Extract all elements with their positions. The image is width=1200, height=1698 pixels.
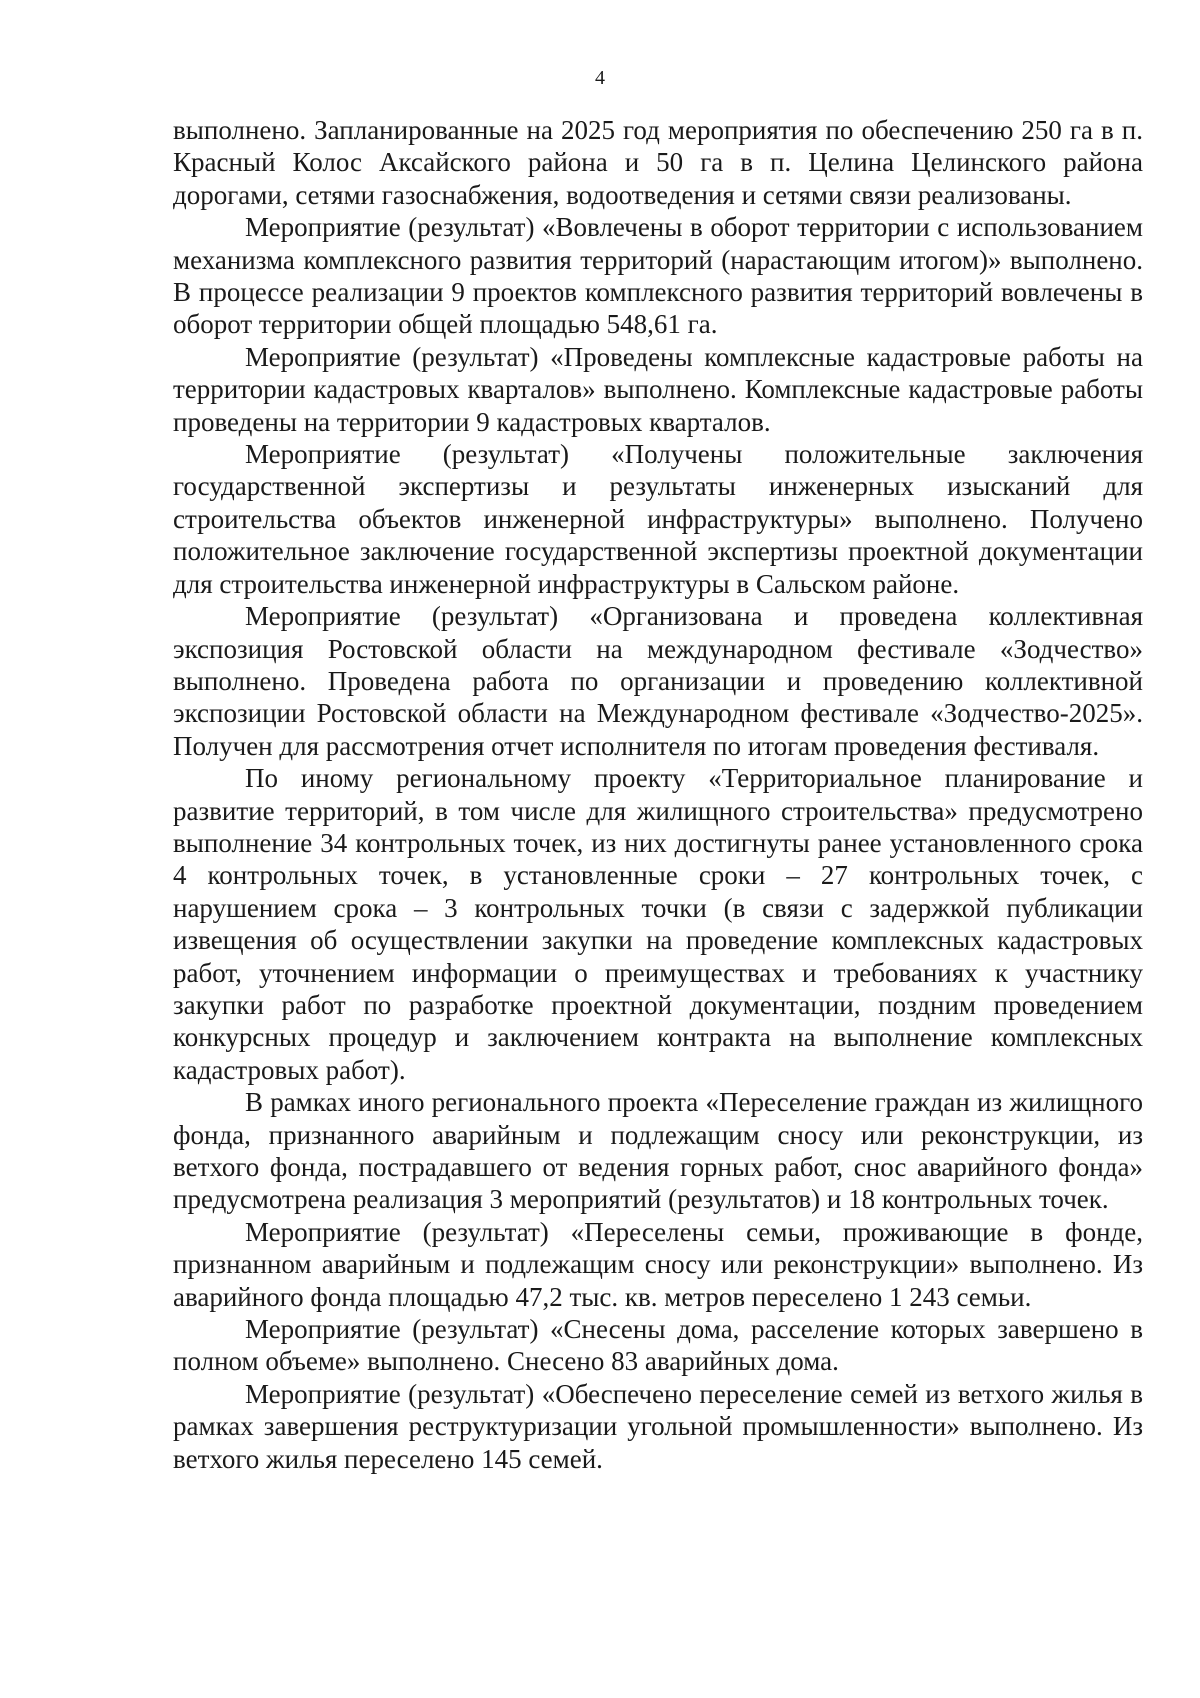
paragraph-resettlement-project: В рамках иного регионального проекта «Переселение граждан из жилищного фонда, признанного аварийным и подлежащим сносу или реконструкции, из ветхого фонда, пострадавшего от ведения горных работ, снос аварийного фонда» предусмотрена реализация 3 мероприятий (результатов) и 18 контрольных точек. [173,1087,1143,1215]
paragraph-cadastral-works: Мероприятие (результат) «Проведены комплексные кадастровые работы на территории кадастровых кварталов» выполнено. Комплексные кадастровые работы проведены на территории 9 кадастровых кварталов. [173,341,1143,437]
paragraph-involved-territories: Мероприятие (результат) «Вовлечены в оборот территории с использованием механизма комплексного развития территорий (нарастающим итогом)» выполнено. В процессе реализации 9 проектов комплексного развития территорий вовлечены в оборот территории общей площадью 548,61 га. [173,212,1143,340]
paragraph-zodchestvo-festival: Мероприятие (результат) «Организована и проведена коллективная экспозиция Ростовской области на международном фестивале «Зодчество» выполнено. Проведена работа по организации и проведению коллективной экспозиции Ростовской области на Международном фестивале «Зодчество-2025». Получен для рассмотрения отчет исполнителя по итогам проведения фестиваля. [173,601,1143,761]
paragraph-continuation: выполнено. Запланированные на 2025 год мероприятия по обеспечению 250 га в п. Красный Колос Аксайского района и 50 га в п. Целина Целинского района дорогами, сетями газоснабжения, водоотведения и сетями связи реализованы. [173,115,1143,210]
paragraph-coal-industry-resettlement: Мероприятие (результат) «Обеспечено переселение семей из ветхого жилья в рамках завершения реструктуризации угольной промышленности» выполнено. Из ветхого жилья переселено 145 семей. [173,1378,1143,1474]
paragraph-territorial-planning-project: По иному региональному проекту «Территориальное планирование и развитие территорий, в том числе для жилищного строительства» предусмотрено выполнение 34 контрольных точек, из них достигнуты ранее установленного срока 4 контрольных точек, в установленные сроки – 27 контрольных точек, с нарушением срока – 3 контрольных точки (в связи с задержкой публикации извещения об осуществлении закупки на проведение комплексных кадастровых работ, уточнением информации о преимуществах и требованиях к участнику закупки работ по разработке проектной документации, поздним проведением конкурсных процедур и заключением контракта на выполнение комплексных кадастровых работ). [173,763,1143,1085]
paragraph-state-expertise: Мероприятие (результат) «Получены положительные заключения государственной экспертизы и результаты инженерных изысканий для строительства объектов инженерной инфраструктуры» выполнено. Получено положительное заключение государственной экспертизы проектной документации для строительства инженерной инфраструктуры в Сальском районе. [173,439,1143,599]
document-body [173,114,1143,1475]
paragraph-houses-demolished: Мероприятие (результат) «Снесены дома, расселение которых завершено в полном объеме» выполнено. Снесено 83 аварийных дома. [173,1314,1143,1377]
page-number: 4 [595,67,605,89]
paragraph-families-resettled: Мероприятие (результат) «Переселены семьи, проживающие в фонде, признанном аварийным и подлежащим сносу или реконструкции» выполнено. Из аварийного фонда площадью 47,2 тыс. кв. метров переселено 1 243 семьи. [173,1216,1143,1312]
